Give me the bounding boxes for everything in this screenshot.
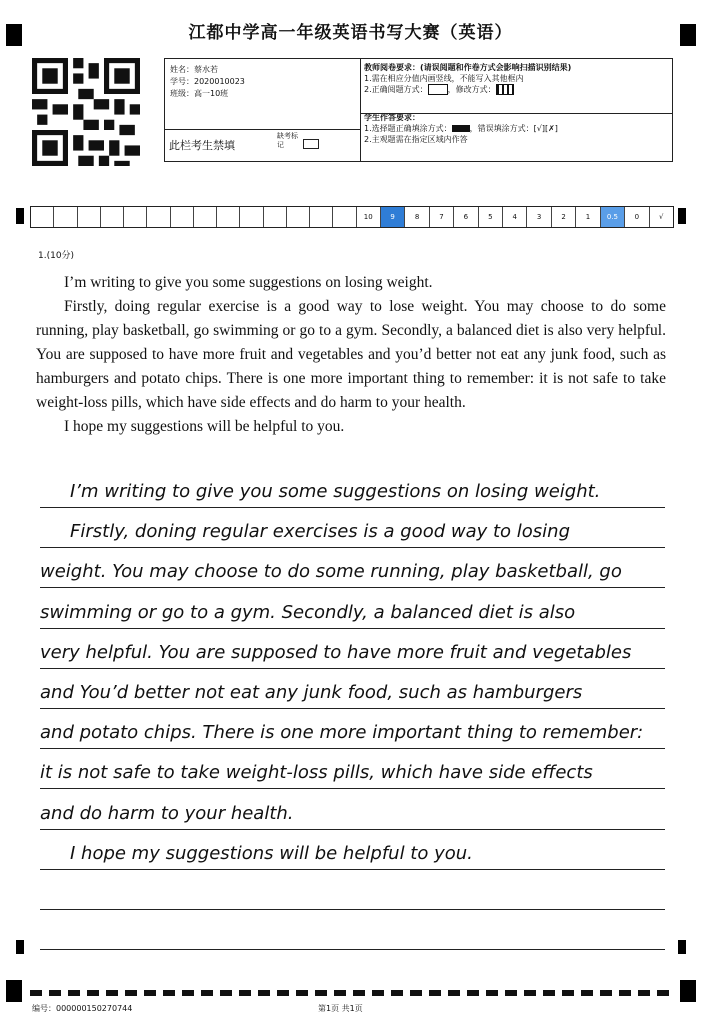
- timing-mark: [391, 990, 403, 996]
- timing-mark: [163, 990, 175, 996]
- registration-mark: [16, 208, 24, 224]
- answer-rule-line: [40, 547, 665, 548]
- timing-mark: [448, 990, 460, 996]
- student-item-2: 2.主观题需在指定区域内作答: [364, 135, 468, 144]
- registration-mark: [678, 208, 686, 224]
- handwritten-line: and potato chips. There is one more important thing to remember:: [40, 722, 644, 744]
- printed-paragraph: Firstly, doing regular exercise is a good way to lose weight. You may choose to do some running, play basketball, go swimming or go to a gym. Secondly, a balanced diet is also very helpful. You are supposed to have more fruit and vegetables and you’d better not eat any junk food, such as hamburgers and potato chips. There is one more important thing to remember: it is not safe to take weight-loss pills, which have side effects and do harm to your health.: [36, 298, 666, 411]
- timing-mark: [410, 990, 422, 996]
- handwritten-line: I hope my suggestions will be helpful to you.: [70, 842, 473, 864]
- student-name: 姓名：蔡水若: [170, 65, 218, 74]
- timing-mark: [334, 990, 346, 996]
- student-id: 学号：2020010023: [170, 77, 245, 86]
- answer-rule-line: [40, 708, 665, 709]
- registration-mark: [6, 980, 22, 1002]
- answer-rule-line: [40, 788, 665, 789]
- printed-paragraph: I hope my suggestions will be helpful to you.: [64, 418, 345, 435]
- handwritten-line: Firstly, doning regular exercises is a good way to losing: [70, 521, 571, 543]
- teacher-heading: 教师阅卷要求：(请误阅题和作卷方式会影响扫描识别结果): [364, 63, 572, 72]
- timing-mark: [30, 990, 42, 996]
- printed-passage: [36, 271, 666, 439]
- timing-mark: [600, 990, 612, 996]
- handwritten-line: weight. You may choose to do some running, play basketball, go: [40, 561, 622, 583]
- registration-mark: [16, 940, 24, 954]
- absent-label: 此栏考生禁填: [169, 139, 235, 152]
- handwritten-line: very helpful. You are supposed to have more fruit and vegetables: [40, 641, 632, 663]
- answer-rule-line: [40, 668, 665, 669]
- score-cell[interactable]: 8: [405, 207, 429, 227]
- timing-mark: [220, 990, 232, 996]
- timing-mark: [486, 990, 498, 996]
- handwritten-line: swimming or go to a gym. Secondly, a balanced diet is also: [40, 601, 576, 623]
- correct-mark-icon: [428, 84, 448, 95]
- timing-mark: [87, 990, 99, 996]
- timing-mark: [68, 990, 80, 996]
- answer-rule-line: [40, 587, 665, 588]
- page-number: 第1页 共1页: [318, 1004, 363, 1013]
- handwritten-line: I’m writing to give you some suggestions on losing weight.: [70, 481, 601, 502]
- answer-rule-line: [40, 869, 665, 870]
- handwritten-line: and do harm to your health.: [40, 802, 294, 824]
- score-cell[interactable]: 10: [357, 207, 381, 227]
- answer-rule-line: [40, 949, 665, 950]
- student-heading: 学生作答要求：: [364, 113, 420, 122]
- score-cell[interactable]: 1: [576, 207, 600, 227]
- timing-mark: [296, 990, 308, 996]
- timing-mark: [201, 990, 213, 996]
- score-bar: [30, 206, 674, 228]
- answer-rule-line: [40, 748, 665, 749]
- timing-mark: [277, 990, 289, 996]
- timing-mark: [315, 990, 327, 996]
- absent-mark-label: 缺考标记: [277, 132, 298, 149]
- timing-mark: [106, 990, 118, 996]
- modify-mark-icon: [496, 84, 514, 95]
- qr-code-icon: [32, 58, 140, 166]
- score-cell[interactable]: 3: [527, 207, 551, 227]
- timing-mark: [619, 990, 631, 996]
- score-cell[interactable]: 5: [479, 207, 503, 227]
- timing-mark: [144, 990, 156, 996]
- teacher-item-2: 2.正确阅题方式： ，修改方式：: [364, 84, 672, 95]
- score-cell[interactable]: 6: [454, 207, 478, 227]
- student-info-box: [164, 58, 361, 162]
- timing-mark: [524, 990, 536, 996]
- timing-mark: [467, 990, 479, 996]
- registration-mark: [678, 940, 686, 954]
- timing-mark: [581, 990, 593, 996]
- score-cell[interactable]: √: [659, 213, 664, 221]
- handwritten-line: and You’d better not eat any junk food, such as hamburgers: [40, 682, 583, 703]
- student-item-1: 1.选择题正确填涂方式： ，错误填涂方式：[√][✗]: [364, 124, 558, 133]
- timing-mark: [49, 990, 61, 996]
- timing-mark: [657, 990, 669, 996]
- timing-mark: [125, 990, 137, 996]
- instructions-box: [360, 58, 673, 162]
- page-title: 江都中学高一年级英语书写大赛（英语）: [188, 23, 513, 43]
- timing-mark: [505, 990, 517, 996]
- filled-mark-icon: [452, 125, 470, 132]
- timing-mark: [543, 990, 555, 996]
- printed-paragraph: I’m writing to give you some suggestions on losing weight.: [64, 274, 433, 291]
- timing-mark: [258, 990, 270, 996]
- serial-number: 编号：000000150270744: [32, 1004, 133, 1013]
- timing-mark: [638, 990, 650, 996]
- answer-rule-line: [40, 628, 665, 629]
- absent-checkbox[interactable]: [303, 139, 319, 149]
- score-cell[interactable]: 0: [625, 207, 649, 227]
- score-cell-selected[interactable]: 0.5: [601, 207, 625, 227]
- question-label: 1.(10分): [38, 251, 75, 261]
- answer-rule-line: [40, 507, 665, 508]
- teacher-item-1: 1.需在相应分值内画竖线，不能写入其他框内: [364, 74, 524, 83]
- score-cell-selected[interactable]: 9: [381, 207, 405, 227]
- score-cell[interactable]: 2: [552, 207, 576, 227]
- timing-mark: [182, 990, 194, 996]
- handwritten-line: it is not safe to take weight-loss pills, which have side effects: [40, 762, 593, 784]
- answer-rule-line: [40, 829, 665, 830]
- student-class: 班级：高一10班: [170, 89, 229, 98]
- timing-mark: [372, 990, 384, 996]
- score-cell[interactable]: 7: [430, 207, 454, 227]
- score-cell[interactable]: 4: [503, 207, 527, 227]
- timing-mark: [353, 990, 365, 996]
- answer-rule-line: [40, 909, 665, 910]
- timing-mark: [562, 990, 574, 996]
- timing-mark: [429, 990, 441, 996]
- registration-mark: [680, 980, 696, 1002]
- timing-mark: [239, 990, 251, 996]
